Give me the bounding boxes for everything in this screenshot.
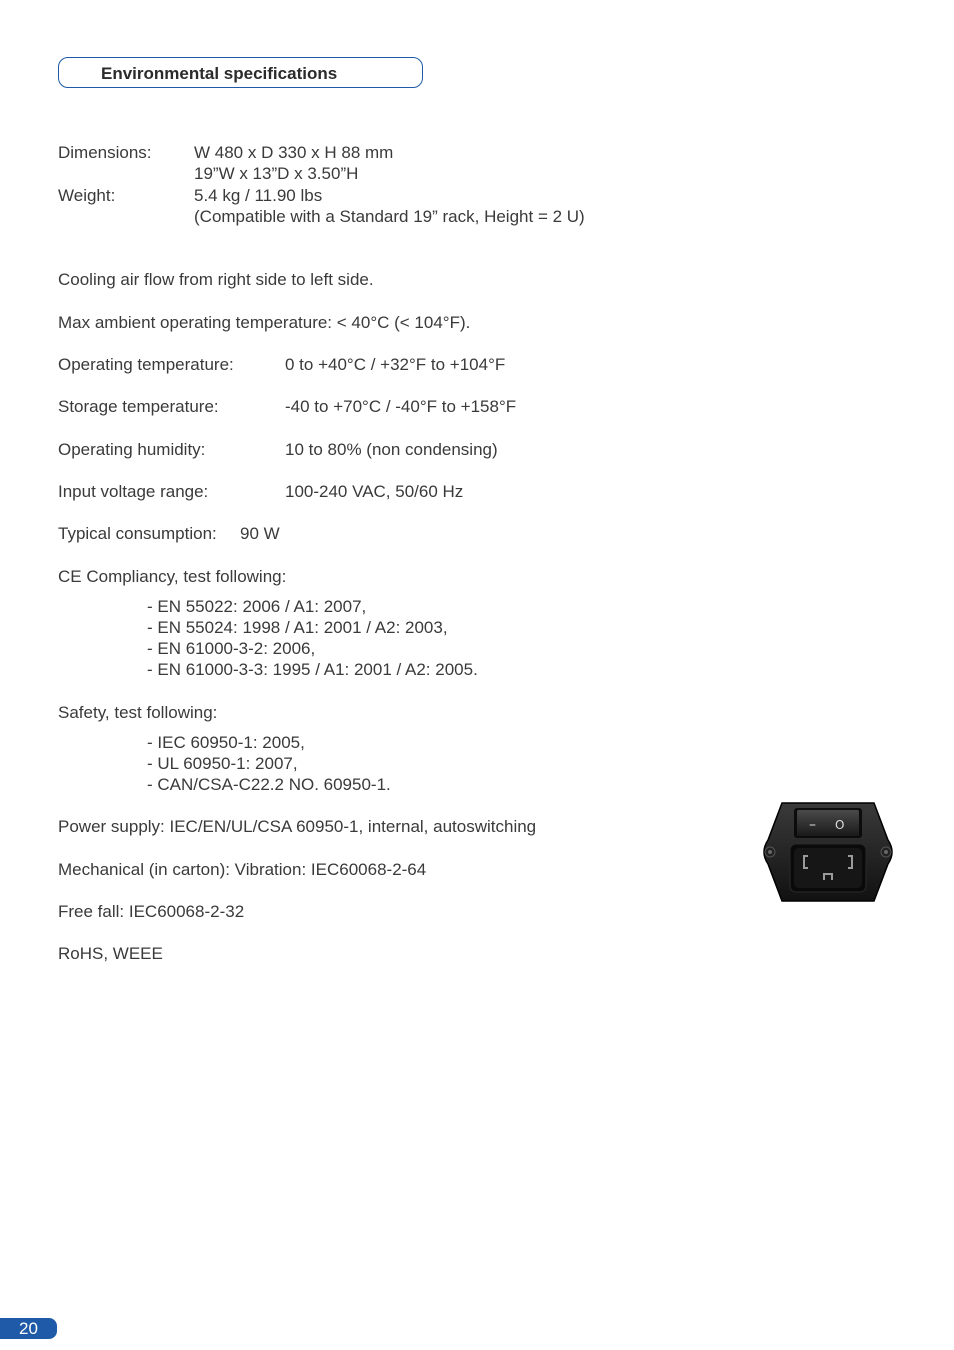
safety-item: - CAN/CSA-C22.2 NO. 60950-1.	[147, 775, 391, 794]
rohs-text: RoHS, WEEE	[58, 944, 163, 963]
power-supply-text: Power supply: IEC/EN/UL/CSA 60950-1, internal, autoswitching	[58, 817, 537, 836]
switch-on-mark: –	[809, 817, 816, 833]
ce-item: - EN 61000-3-3: 1995 / A1: 2001 / A2: 2005.	[147, 660, 478, 679]
dimensions-label: Dimensions:	[58, 143, 152, 162]
spec-value: -40 to +70°C / -40°F to +158°F	[285, 397, 517, 416]
safety-item: - UL 60950-1: 2007,	[147, 754, 298, 773]
spec-value: 10 to 80% (non condensing)	[285, 440, 498, 459]
ce-title: CE Compliancy, test following:	[58, 567, 287, 586]
switch-off-mark: O	[835, 818, 845, 832]
spec-value: 0 to +40°C / +32°F to +104°F	[285, 355, 506, 374]
spec-value: 100-240 VAC, 50/60 Hz	[285, 482, 464, 501]
page-number: 20	[0, 1318, 57, 1339]
dimensions-imperial: 19”W x 13”D x 3.50”H	[194, 164, 359, 183]
weight-value: 5.4 kg / 11.90 lbs	[194, 186, 323, 205]
ce-item: - EN 55022: 2006 / A1: 2007,	[147, 597, 367, 616]
typical-consumption-label: Typical consumption:	[58, 524, 217, 543]
free-fall-text: Free fall: IEC60068-2-32	[58, 902, 245, 921]
section-title: Environmental specifications	[101, 64, 338, 83]
spec-label: Operating humidity:	[58, 440, 206, 459]
safety-title: Safety, test following:	[58, 703, 218, 722]
rack-compatibility: (Compatible with a Standard 19” rack, Height = 2 U)	[194, 207, 585, 226]
max-ambient-text: Max ambient operating temperature: < 40°C (< 104°F).	[58, 313, 471, 332]
spec-label: Operating temperature:	[58, 355, 234, 374]
cooling-text: Cooling air flow from right side to left side.	[58, 270, 374, 289]
ce-item: - EN 55024: 1998 / A1: 2001 / A2: 2003,	[147, 618, 448, 637]
power-inlet-switch-image	[760, 800, 896, 904]
weight-label: Weight:	[58, 186, 116, 205]
section-heading-box	[58, 57, 423, 88]
mechanical-text: Mechanical (in carton): Vibration: IEC60068-2-64	[58, 860, 427, 879]
spec-label: Input voltage range:	[58, 482, 209, 501]
safety-item: - IEC 60950-1: 2005,	[147, 733, 305, 752]
typical-consumption-value: 90 W	[240, 524, 280, 543]
ce-item: - EN 61000-3-2: 2006,	[147, 639, 316, 658]
spec-label: Storage temperature:	[58, 397, 219, 416]
dimensions-metric: W 480 x D 330 x H 88 mm	[194, 143, 394, 162]
